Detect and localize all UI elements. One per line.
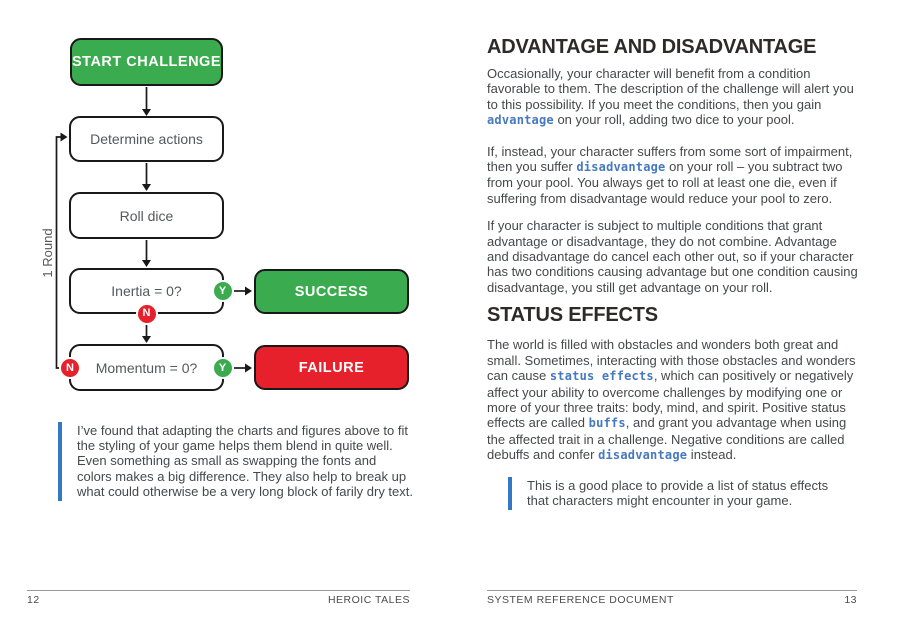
round-bracket-label: 1 Round	[39, 228, 55, 278]
paragraph-advantage-3	[487, 218, 862, 295]
heading-status-effects: STATUS EFFECTS	[487, 304, 658, 327]
badge-no-inertia: N	[136, 303, 158, 325]
paragraph-advantage-1	[487, 66, 862, 129]
designer-note-left	[58, 422, 414, 501]
body-text: , and grant you advantage when using the affected trait in a challenge. Negative conditions are called debuffs and confer	[487, 415, 847, 463]
flow-node-roll-dice: Roll dice	[69, 192, 224, 239]
page-number: 13	[844, 594, 857, 606]
flow-node-inertia-check: Inertia = 0?	[69, 268, 224, 314]
paragraph-status-effects	[487, 337, 862, 463]
flow-node-start-challenge: START CHALLENGE	[70, 38, 223, 86]
body-text: on your roll, adding two dice to your pool.	[553, 112, 795, 128]
badge-yes-inertia: Y	[212, 280, 234, 302]
footer-right	[487, 590, 857, 606]
badge-no-momentum: N	[59, 357, 81, 379]
badge-yes-momentum: Y	[212, 357, 234, 379]
footer-left	[27, 590, 410, 606]
keyword-term: advantage	[487, 113, 554, 128]
note-text: I’ve found that adapting the charts and figures above to fit the styling of your game helps them blend in quite well. Even something as small as swapping the fonts and colors makes a big difference. They also help to break up what could otherwise be a very long block of farily dry text.	[77, 423, 413, 499]
paragraph-advantage-2	[487, 144, 862, 207]
keyword-term: disadvantage	[598, 448, 688, 463]
body-text: If your character is subject to multiple conditions that grant advantage or disadvantage, they do not combine. Advantage and disadvantage do cancel each other out, so if your character has two conditions causing advantage but one condition causing disadvantage, you still get advantage on your roll.	[487, 218, 858, 295]
running-title: SYSTEM REFERENCE DOCUMENT	[487, 594, 674, 606]
body-text: If, instead, your character suffers from some sort of impairment, then you suffer	[487, 143, 853, 175]
keyword-term: disadvantage	[576, 160, 666, 175]
note-text: This is a good place to provide a list of status effects that characters might encounter in your game.	[527, 477, 829, 508]
keyword-term: buffs	[588, 416, 626, 431]
body-text: on your roll – you subtract two from your pool. You always get to roll at least one die, even if suffering from disadvantage would reduce your pool to zero.	[487, 159, 843, 206]
flow-node-failure: FAILURE	[254, 345, 409, 390]
keyword-term: status effects	[549, 369, 654, 384]
page-right	[487, 36, 862, 510]
body-text: The world is filled with obstacles and wonders both great and small. Sometimes, interacting with those obstacles and wonders can cause	[487, 337, 856, 384]
body-text: , which can positively or negatively affect your ability to overcome challenges by modifying one or more of your three traits: body, mind, and spirit. Positive status effects are called	[487, 368, 854, 431]
designer-note-right	[508, 477, 840, 510]
heading-advantage-and-disadvantage: ADVANTAGE AND DISADVANTAGE	[487, 36, 817, 58]
flow-node-momentum-check: Momentum = 0?	[69, 344, 224, 391]
body-text: instead.	[687, 447, 737, 463]
flow-node-determine-actions: Determine actions	[69, 116, 224, 162]
page-number: 12	[27, 594, 40, 606]
body-text: Occasionally, your character will benefit from a condition favorable to them. The description of the challenge will alert you to this possibility. If you meet the conditions, then you gain	[487, 66, 854, 112]
running-title: HEROIC TALES	[327, 594, 410, 606]
flow-node-success: SUCCESS	[254, 269, 409, 314]
